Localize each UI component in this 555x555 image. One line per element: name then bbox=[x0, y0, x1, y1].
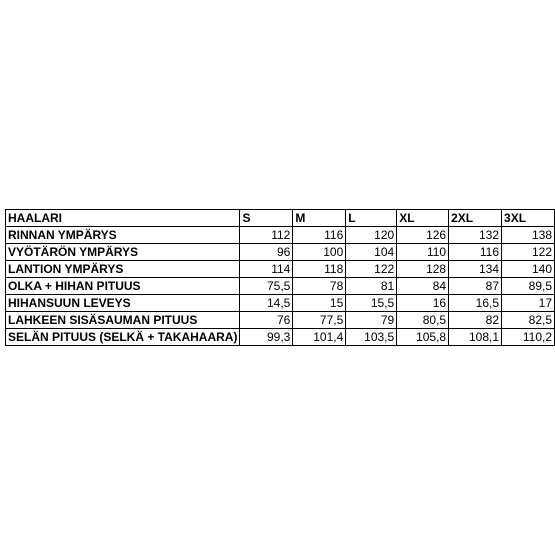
value-cell: 16 bbox=[397, 295, 449, 312]
header-cell-3xl: 3XL bbox=[502, 210, 555, 227]
header-cell-l: L bbox=[346, 210, 397, 227]
header-cell-xl: XL bbox=[397, 210, 449, 227]
value-cell: 114 bbox=[240, 261, 293, 278]
value-cell: 87 bbox=[449, 278, 502, 295]
row-label: RINNAN YMPÄRYS bbox=[6, 227, 240, 244]
value-cell: 16,5 bbox=[449, 295, 502, 312]
table-row bbox=[6, 278, 555, 295]
value-cell: 132 bbox=[449, 227, 502, 244]
header-cell-m: M bbox=[293, 210, 346, 227]
value-cell: 82 bbox=[449, 312, 502, 329]
value-cell: 84 bbox=[397, 278, 449, 295]
value-cell: 126 bbox=[397, 227, 449, 244]
row-label: SELÄN PITUUS (SELKÄ + TAKAHAARA) bbox=[6, 329, 240, 346]
value-cell: 78 bbox=[293, 278, 346, 295]
value-cell: 128 bbox=[397, 261, 449, 278]
value-cell: 138 bbox=[502, 227, 555, 244]
table-row bbox=[6, 295, 555, 312]
table-row bbox=[6, 244, 555, 261]
value-cell: 120 bbox=[346, 227, 397, 244]
value-cell: 105,8 bbox=[397, 329, 449, 346]
value-cell: 75,5 bbox=[240, 278, 293, 295]
row-label: VYÖTÄRÖN YMPÄRYS bbox=[6, 244, 240, 261]
value-cell: 110,2 bbox=[502, 329, 555, 346]
header-cell-s: S bbox=[240, 210, 293, 227]
value-cell: 14,5 bbox=[240, 295, 293, 312]
table-row bbox=[6, 261, 555, 278]
value-cell: 82,5 bbox=[502, 312, 555, 329]
value-cell: 116 bbox=[293, 227, 346, 244]
value-cell: 79 bbox=[346, 312, 397, 329]
value-cell: 134 bbox=[449, 261, 502, 278]
header-row bbox=[6, 210, 555, 227]
value-cell: 96 bbox=[240, 244, 293, 261]
value-cell: 15,5 bbox=[346, 295, 397, 312]
value-cell: 118 bbox=[293, 261, 346, 278]
value-cell: 112 bbox=[240, 227, 293, 244]
table-row bbox=[6, 329, 555, 346]
header-cell-2xl: 2XL bbox=[449, 210, 502, 227]
value-cell: 15 bbox=[293, 295, 346, 312]
value-cell: 116 bbox=[449, 244, 502, 261]
row-label: LAHKEEN SISÄSAUMAN PITUUS bbox=[6, 312, 240, 329]
value-cell: 77,5 bbox=[293, 312, 346, 329]
value-cell: 100 bbox=[293, 244, 346, 261]
value-cell: 81 bbox=[346, 278, 397, 295]
row-label: HIHANSUUN LEVEYS bbox=[6, 295, 240, 312]
table-row bbox=[6, 227, 555, 244]
header-cell-product: HAALARI bbox=[6, 210, 240, 227]
value-cell: 104 bbox=[346, 244, 397, 261]
row-label: LANTION YMPÄRYS bbox=[6, 261, 240, 278]
value-cell: 140 bbox=[502, 261, 555, 278]
value-cell: 108,1 bbox=[449, 329, 502, 346]
value-cell: 80,5 bbox=[397, 312, 449, 329]
value-cell: 17 bbox=[502, 295, 555, 312]
size-table-body bbox=[6, 210, 555, 346]
value-cell: 103,5 bbox=[346, 329, 397, 346]
row-label: OLKA + HIHAN PITUUS bbox=[6, 278, 240, 295]
value-cell: 122 bbox=[346, 261, 397, 278]
value-cell: 110 bbox=[397, 244, 449, 261]
value-cell: 101,4 bbox=[293, 329, 346, 346]
value-cell: 99,3 bbox=[240, 329, 293, 346]
value-cell: 76 bbox=[240, 312, 293, 329]
size-table bbox=[5, 209, 555, 346]
value-cell: 89,5 bbox=[502, 278, 555, 295]
value-cell: 122 bbox=[502, 244, 555, 261]
table-row bbox=[6, 312, 555, 329]
